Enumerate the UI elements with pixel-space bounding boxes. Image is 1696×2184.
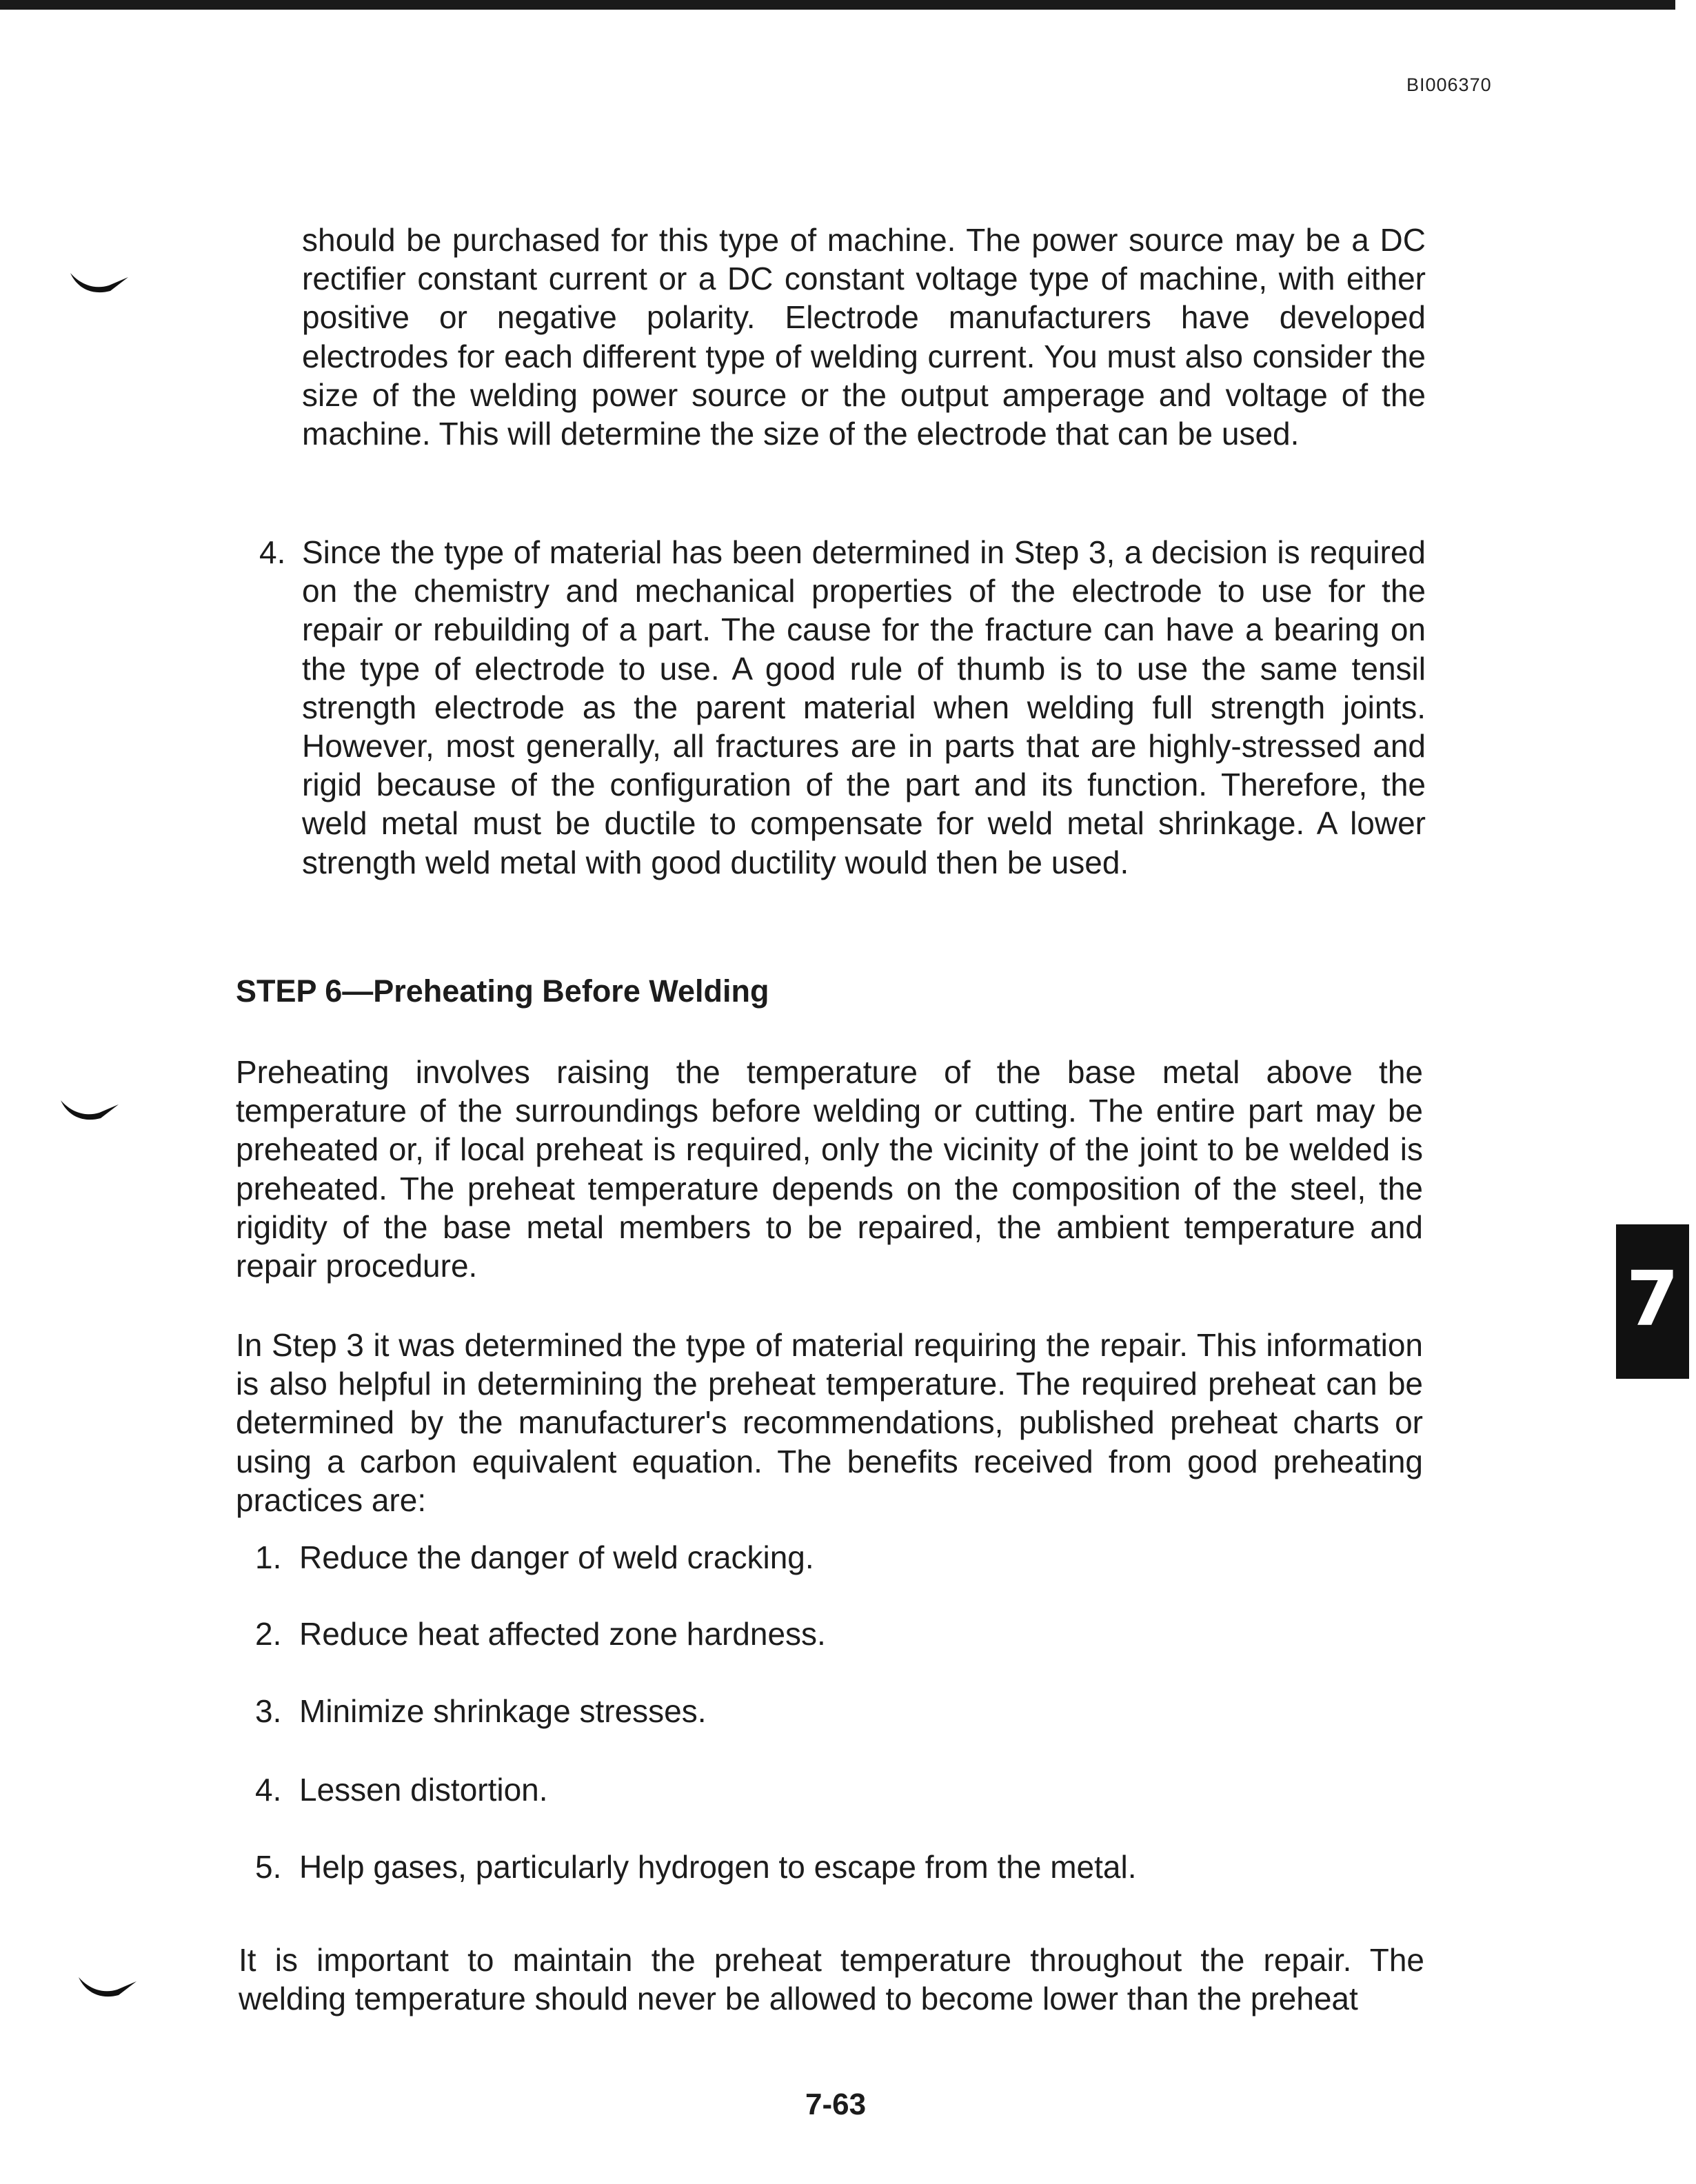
preheat-benefits-intro: In Step 3 it was determined the type of material requiring the repair. This information is also helpful in determining the preheat temperature. The required preheat can be determined by the manufacturer's recommendations, published preheat charts or using a carbon equivalent equation. The benefits received from good preheating practices are: xyxy=(236,1327,1423,1518)
benefit-number: 2. xyxy=(255,1616,282,1652)
top-rule xyxy=(0,0,1675,10)
benefit-item xyxy=(255,1770,548,1809)
benefit-item xyxy=(255,1692,707,1730)
benefit-text: Reduce the danger of weld cracking. xyxy=(299,1539,814,1575)
benefit-text: Minimize shrinkage stresses. xyxy=(299,1693,707,1729)
preheat-paragraph: Preheating involves raising the temperature of the base metal above the temperature of the surroundings before welding or cutting. The entire part may be preheated or, if local preheat is required, only the vicinity of the joint to be welded is preheated. The preheat temperature depends on the composition of the steel, the rigidity of the base metal members to be repaired, the ambient temperature and repair procedure. xyxy=(236,1054,1423,1284)
chapter-tab xyxy=(1616,1224,1689,1379)
preheat-maintenance-paragraph: It is important to maintain the preheat temperature throughout the repair. The welding temperature should never be allowed to become lower than the preheat xyxy=(239,1942,1424,2017)
document-id: BI006370 xyxy=(1406,74,1492,95)
continuation-paragraph: should be purchased for this type of machine. The power source may be a DC rectifier constant current or a DC constant voltage type of machine, with either positive or negative polarity. Electrode manufacturers have developed electrodes for each different type of welding current. You must also consider the size of the welding power source or the output amperage and voltage of the machine. This will determine the size of the electrode that can be used. xyxy=(302,222,1426,452)
benefit-item xyxy=(255,1615,826,1653)
benefit-number: 4. xyxy=(255,1772,282,1808)
margin-check-mark xyxy=(68,267,131,295)
page-number: 7-63 xyxy=(805,2087,867,2121)
benefit-number: 3. xyxy=(255,1693,282,1729)
list-item-text: Since the type of material has been determined in Step 3, a decision is required on the chemistry and mechanical properties of the electrode to use for the repair or rebuilding of a part. The cause for the fracture can have a bearing on the type of electrode to use. A good rule of thumb is to use the same tensil strength electrode as the parent material when welding full strength joints. However, most generally, all fractures are in parts that are highly-stressed and rigid because of the configuration of the part and its function. Therefore, the weld metal must be ductile to compensate for weld metal shrinkage. A lower strength weld metal with good ductility would then be used. xyxy=(302,534,1426,880)
benefit-number: 5. xyxy=(255,1849,282,1885)
benefit-text: Help gases, particularly hydrogen to escape from the metal. xyxy=(299,1849,1137,1885)
benefit-item xyxy=(255,1848,1137,1886)
benefit-text: Lessen distortion. xyxy=(299,1772,548,1808)
section-heading: STEP 6—Preheating Before Welding xyxy=(236,973,769,1009)
benefit-number: 1. xyxy=(255,1539,282,1575)
benefit-text: Reduce heat affected zone hardness. xyxy=(299,1616,826,1652)
margin-check-mark xyxy=(58,1095,121,1122)
benefit-item xyxy=(255,1538,814,1577)
chapter-tab-label: 7 xyxy=(1626,1255,1679,1343)
margin-check-mark xyxy=(76,1972,139,1999)
list-item-number: 4. xyxy=(259,534,286,570)
